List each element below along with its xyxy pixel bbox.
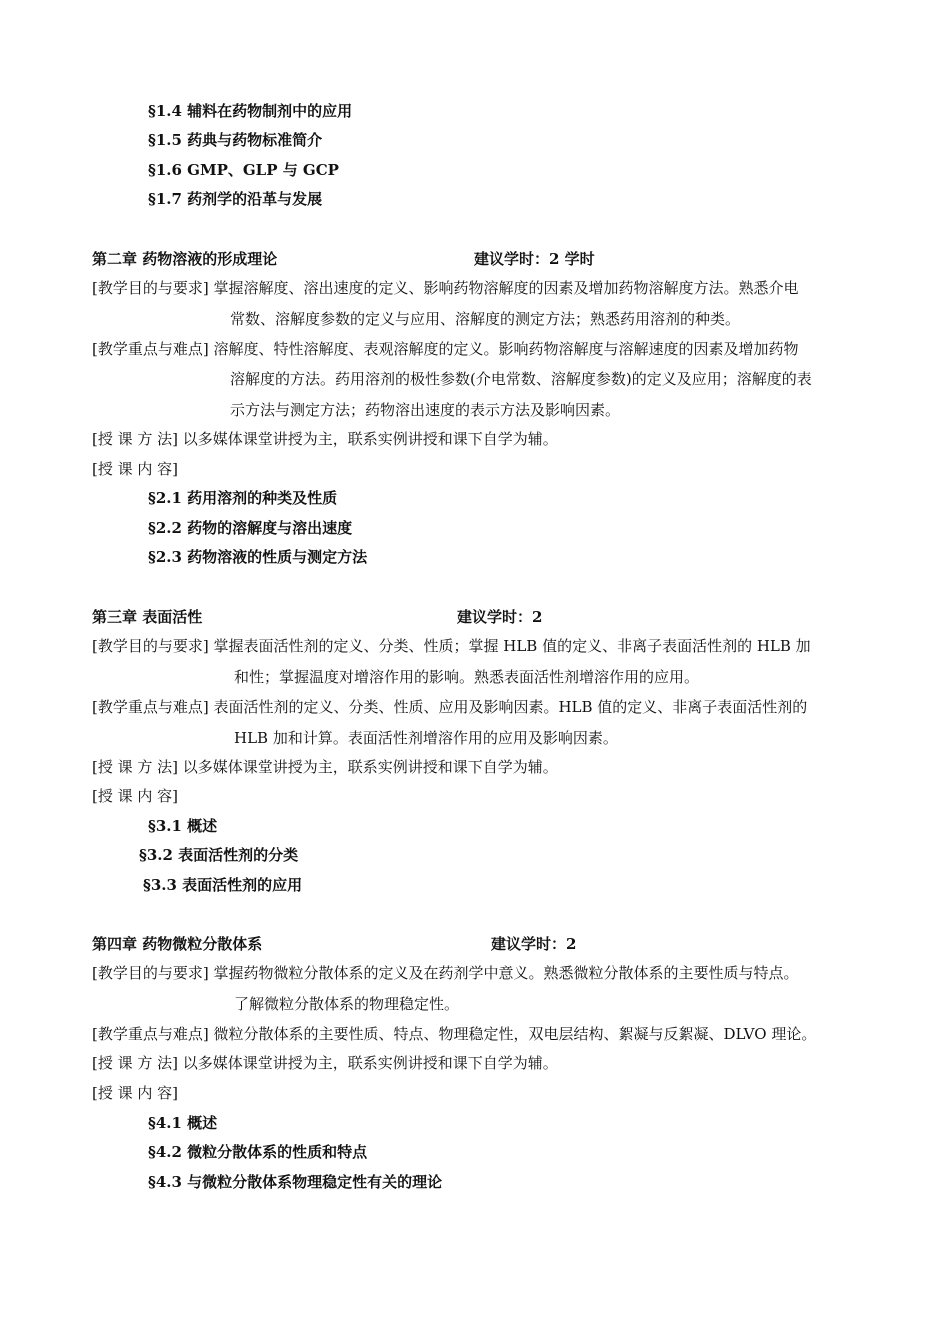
- chapter-2-hours: 建议学时：2 学时: [474, 250, 595, 268]
- chapter-3-content-label: [授 课 内 容]: [92, 787, 179, 805]
- chapter-4-keypoints-line-1: [教学重点与难点] 微粒分散体系的主要性质、特点、物理稳定性，双电层结构、絮凝与反絮凝、DLVO 理论。: [92, 1025, 817, 1043]
- section-1-7: §1.7 药剂学的沿革与发展: [148, 190, 323, 208]
- chapter-3-hours: 建议学时：2: [457, 608, 543, 626]
- section-4-2: §4.2 微粒分散体系的性质和特点: [148, 1143, 368, 1161]
- chapter-4-hours: 建议学时：2: [491, 935, 577, 953]
- chapter-2-goals-line-2: 常数、溶解度参数的定义与应用、溶解度的测定方法；熟悉药用溶剂的种类。: [230, 310, 741, 328]
- section-1-5: §1.5 药典与药物标准简介: [148, 131, 323, 149]
- chapter-3-method: [授 课 方 法] 以多媒体课堂讲授为主，联系实例讲授和课下自学为辅。: [92, 758, 558, 776]
- chapter-3-goals-line-1: [教学目的与要求] 掌握表面活性剂的定义、分类、性质；掌握 HLB 值的定义、非离子表面活性剂的 HLB 加: [92, 637, 811, 655]
- chapter-4-content-label: [授 课 内 容]: [92, 1084, 179, 1102]
- section-4-3: §4.3 与微粒分散体系物理稳定性有关的理论: [148, 1173, 443, 1191]
- chapter-2-title: 第二章 药物溶液的形成理论: [92, 250, 278, 268]
- chapter-3-title: 第三章 表面活性: [92, 608, 203, 626]
- section-3-1: §3.1 概述: [148, 817, 218, 835]
- section-2-1: §2.1 药用溶剂的种类及性质: [148, 489, 338, 507]
- chapter-2-keypoints-line-2: 溶解度的方法。药用溶剂的极性参数(介电常数、溶解度参数)的定义及应用；溶解度的表: [230, 370, 812, 388]
- chapter-2-keypoints-line-3: 示方法与测定方法；药物溶出速度的表示方法及影响因素。: [230, 401, 621, 419]
- chapter-3-keypoints-line-1: [教学重点与难点] 表面活性剂的定义、分类、性质、应用及影响因素。HLB 值的定义、非离子表面活性剂的: [92, 698, 808, 716]
- chapter-4-title: 第四章 药物微粒分散体系: [92, 935, 263, 953]
- chapter-2-content-label: [授 课 内 容]: [92, 460, 179, 478]
- section-2-2: §2.2 药物的溶解度与溶出速度: [148, 519, 353, 537]
- chapter-4-goals-line-1: [教学目的与要求] 掌握药物微粒分散体系的定义及在药剂学中意义。熟悉微粒分散体系的主要性质与特点。: [92, 964, 799, 982]
- chapter-3-goals-line-2: 和性；掌握温度对增溶作用的影响。熟悉表面活性剂增溶作用的应用。: [234, 668, 700, 686]
- section-3-2: §3.2 表面活性剂的分类: [139, 846, 299, 864]
- chapter-2-method: [授 课 方 法] 以多媒体课堂讲授为主，联系实例讲授和课下自学为辅。: [92, 430, 558, 448]
- section-2-3: §2.3 药物溶液的性质与测定方法: [148, 548, 368, 566]
- section-1-4: §1.4 辅料在药物制剂中的应用: [148, 102, 353, 120]
- chapter-3-keypoints-line-2: HLB 加和计算。表面活性剂增溶作用的应用及影响因素。: [234, 729, 618, 747]
- section-3-3: §3.3 表面活性剂的应用: [143, 876, 303, 894]
- chapter-4-method: [授 课 方 法] 以多媒体课堂讲授为主，联系实例讲授和课下自学为辅。: [92, 1054, 558, 1072]
- section-1-6: §1.6 GMP、GLP 与 GCP: [148, 161, 339, 179]
- chapter-4-goals-line-2: 了解微粒分散体系的物理稳定性。: [234, 995, 460, 1013]
- section-4-1: §4.1 概述: [148, 1114, 218, 1132]
- chapter-2-keypoints-line-1: [教学重点与难点] 溶解度、特性溶解度、表观溶解度的定义。影响药物溶解度与溶解速度的因素及增加药物: [92, 340, 799, 358]
- chapter-2-goals-line-1: [教学目的与要求] 掌握溶解度、溶出速度的定义、影响药物溶解度的因素及增加药物溶解度方法。熟悉介电: [92, 279, 799, 297]
